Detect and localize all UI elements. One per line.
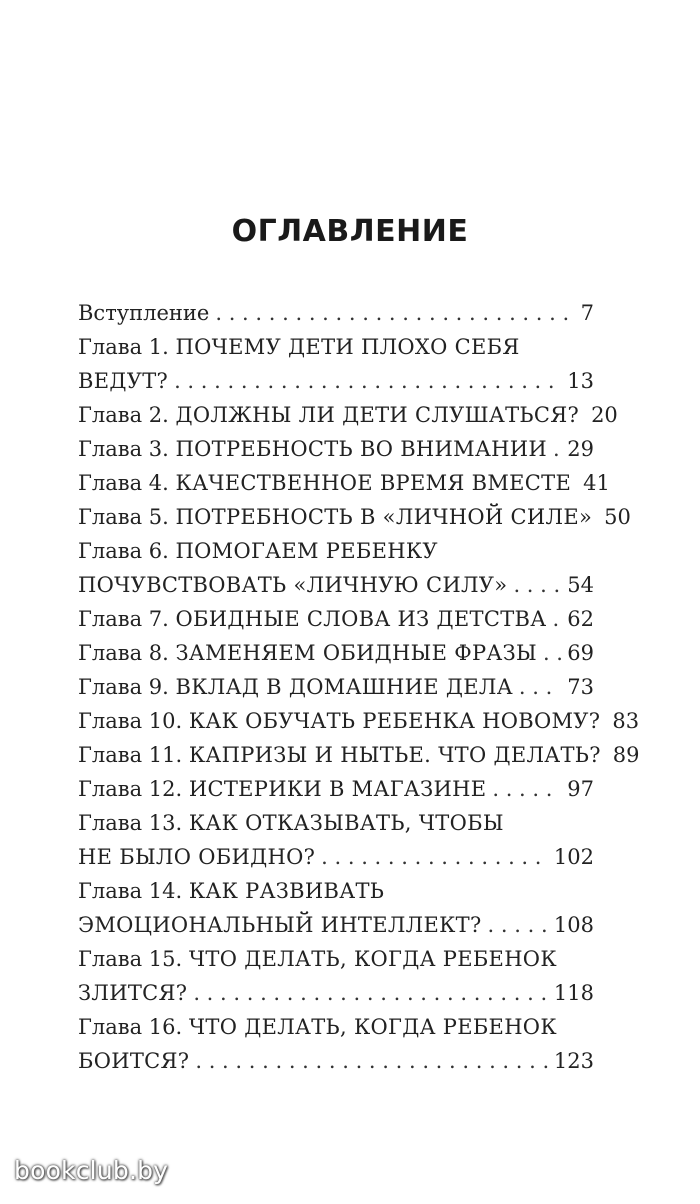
- dot-leader: [321, 840, 548, 874]
- toc-entry: [78, 738, 640, 772]
- dot-leader: [492, 772, 561, 806]
- chapter-title: ЭМОЦИОНАЛЬНЫЙ ИНТЕЛЛЕКТ?: [78, 913, 482, 937]
- chapter-title: ПОТРЕБНОСТЬ В «ЛИЧНОЙ СИЛЕ»: [175, 505, 593, 529]
- toc-line: [78, 330, 594, 364]
- toc-entry: [78, 500, 631, 534]
- toc-entry-label: [78, 704, 600, 738]
- chapter-title: КАК ОБУЧАТЬ РЕБЕНКА НОВОМУ?: [188, 709, 601, 733]
- toc-line: [78, 670, 594, 704]
- chapter-title: ПОТРЕБНОСТЬ ВО ВНИМАНИИ: [175, 437, 548, 461]
- toc-entry: [78, 670, 594, 704]
- chapter-number: Глава 8.: [78, 641, 169, 665]
- toc-entry-label: [78, 296, 209, 330]
- toc-entry: [78, 330, 594, 398]
- dot-leader: [519, 670, 561, 704]
- toc-line: [78, 466, 610, 500]
- dot-leader: [488, 908, 548, 942]
- page-number: 97: [567, 777, 594, 801]
- chapter-title: ЧТО ДЕЛАТЬ, КОГДА РЕБЕНОК: [188, 947, 557, 971]
- toc-entry-label: [78, 976, 187, 1010]
- chapter-number: Глава 16.: [78, 1015, 183, 1039]
- page-number: 13: [567, 369, 594, 393]
- chapter-title: ОБИДНЫЕ СЛОВА ИЗ ДЕТСТВА: [175, 607, 547, 631]
- toc-entry: [78, 296, 594, 330]
- toc-line: [78, 772, 594, 806]
- dot-leader: [195, 1044, 548, 1078]
- toc-entry: [78, 772, 594, 806]
- chapter-title: ЗЛИТСЯ?: [78, 981, 188, 1005]
- chapter-number: Глава 7.: [78, 607, 169, 631]
- toc-line: [78, 704, 640, 738]
- chapter-title: ПОЧУВСТВОВАТЬ «ЛИЧНУЮ СИЛУ»: [78, 573, 508, 597]
- toc-entry: [78, 942, 594, 1010]
- dot-leader: [215, 296, 574, 330]
- page-number: 123: [553, 1049, 594, 1073]
- dot-leader: [553, 432, 561, 466]
- toc-entry: [78, 1010, 594, 1078]
- page-number: 89: [612, 743, 640, 767]
- dot-leader: [174, 364, 561, 398]
- dot-leader: [513, 568, 561, 602]
- toc-entry-label: [78, 772, 486, 806]
- toc-entry-label: [78, 500, 592, 534]
- toc-entry-label: [78, 330, 520, 364]
- toc-entry-label: [78, 602, 546, 636]
- toc-line: [78, 398, 618, 432]
- toc-entry-label: [78, 398, 579, 432]
- toc-line: [78, 432, 594, 466]
- toc-entry: [78, 806, 594, 874]
- toc-entry: [78, 432, 594, 466]
- chapter-number: Глава 12.: [78, 777, 183, 801]
- toc-line: [78, 602, 594, 636]
- toc-line: [78, 806, 594, 840]
- page-number: 102: [553, 845, 594, 869]
- toc-line: [78, 908, 594, 942]
- watermark: bookclub.by: [14, 1156, 169, 1185]
- chapter-number: Глава 14.: [78, 879, 183, 903]
- chapter-number: Глава 15.: [78, 947, 183, 971]
- chapter-title: ПОМОГАЕМ РЕБЕНКУ: [175, 539, 438, 563]
- toc-line: [78, 976, 594, 1010]
- page-number: 69: [567, 641, 594, 665]
- chapter-title: НЕ БЫЛО ОБИДНО?: [78, 845, 316, 869]
- chapter-title: КАК РАЗВИВАТЬ: [188, 879, 385, 903]
- page-number: 108: [553, 913, 594, 937]
- chapter-number: Глава 2.: [78, 403, 169, 427]
- chapter-number: Глава 4.: [78, 471, 169, 495]
- toc-entry-label: [78, 908, 482, 942]
- toc-entry-label: [78, 942, 557, 976]
- chapter-title: ВЕДУТ?: [78, 369, 169, 393]
- page-number: 73: [567, 675, 594, 699]
- toc-entry-label: [78, 432, 547, 466]
- toc-entry: [78, 466, 610, 500]
- toc-line: [78, 534, 594, 568]
- chapter-number: Вступление: [78, 301, 210, 325]
- toc-entry-label: [78, 1010, 557, 1044]
- chapter-number: Глава 3.: [78, 437, 169, 461]
- toc-entry-label: [78, 1044, 189, 1078]
- page-number: 41: [583, 471, 610, 495]
- toc-entry-label: [78, 738, 601, 772]
- chapter-number: Глава 6.: [78, 539, 169, 563]
- toc-entry-label: [78, 806, 504, 840]
- toc-line: [78, 296, 594, 330]
- toc-line: [78, 840, 594, 874]
- toc-line: [78, 942, 594, 976]
- page-title: ОГЛАВЛЕНИЕ: [231, 214, 469, 249]
- page-number: 83: [612, 709, 640, 733]
- page-number: 20: [591, 403, 618, 427]
- table-of-contents: [78, 296, 640, 1078]
- toc-entry: [78, 602, 594, 636]
- toc-entry: [78, 874, 594, 942]
- chapter-title: КАК ОТКАЗЫВАТЬ, ЧТОБЫ: [188, 811, 504, 835]
- toc-line: [78, 364, 594, 398]
- chapter-number: Глава 10.: [78, 709, 183, 733]
- toc-line: [78, 568, 594, 602]
- chapter-title: БОИТСЯ?: [78, 1049, 190, 1073]
- toc-entry: [78, 534, 594, 602]
- chapter-title: ИСТЕРИКИ В МАГАЗИНЕ: [188, 777, 487, 801]
- toc-entry-label: [78, 670, 513, 704]
- page-number: 118: [553, 981, 594, 1005]
- page-number: 29: [567, 437, 594, 461]
- toc-line: [78, 500, 631, 534]
- toc-line: [78, 1010, 594, 1044]
- toc-entry-label: [78, 568, 507, 602]
- chapter-title: КАЧЕСТВЕННОЕ ВРЕМЯ ВМЕСТЕ: [175, 471, 572, 495]
- page-number: 7: [580, 301, 594, 325]
- chapter-title: КАПРИЗЫ И НЫТЬЕ. ЧТО ДЕЛАТЬ?: [188, 743, 601, 767]
- chapter-number: Глава 13.: [78, 811, 183, 835]
- chapter-title: ДОЛЖНЫ ЛИ ДЕТИ СЛУШАТЬСЯ?: [175, 403, 580, 427]
- dot-leader: [552, 602, 561, 636]
- toc-entry-label: [78, 466, 571, 500]
- chapter-title: ЗАМЕНЯЕМ ОБИДНЫЕ ФРАЗЫ: [175, 641, 537, 665]
- toc-line: [78, 1044, 594, 1078]
- chapter-number: Глава 1.: [78, 335, 169, 359]
- chapter-title: ВКЛАД В ДОМАШНИЕ ДЕЛА: [175, 675, 513, 699]
- chapter-number: Глава 11.: [78, 743, 183, 767]
- toc-entry-label: [78, 636, 537, 670]
- dot-leader: [543, 636, 561, 670]
- chapter-title: ЧТО ДЕЛАТЬ, КОГДА РЕБЕНОК: [188, 1015, 557, 1039]
- toc-entry-label: [78, 874, 384, 908]
- dot-leader: [193, 976, 548, 1010]
- chapter-number: Глава 9.: [78, 675, 169, 699]
- toc-line: [78, 636, 594, 670]
- toc-entry-label: [78, 364, 168, 398]
- chapter-title: ПОЧЕМУ ДЕТИ ПЛОХО СЕБЯ: [175, 335, 520, 359]
- page-number: 54: [567, 573, 594, 597]
- toc-entry-label: [78, 840, 315, 874]
- toc-entry: [78, 704, 640, 738]
- toc-entry: [78, 636, 594, 670]
- chapter-number: Глава 5.: [78, 505, 169, 529]
- page-number: 50: [604, 505, 631, 529]
- toc-entry: [78, 398, 618, 432]
- toc-line: [78, 874, 594, 908]
- toc-line: [78, 738, 640, 772]
- page-number: 62: [567, 607, 594, 631]
- toc-entry-label: [78, 534, 438, 568]
